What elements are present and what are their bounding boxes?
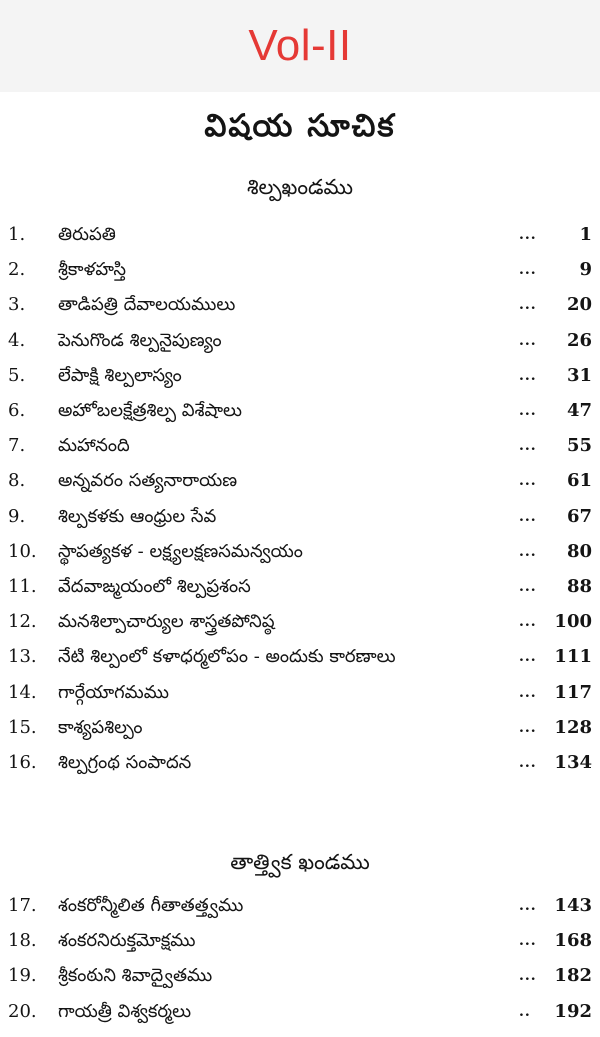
entry-leader-dots: ... [519,719,537,736]
entry-number: 10. [8,540,37,562]
entry-number: 12. [8,611,37,633]
entry-number: 3. [8,294,26,316]
entry-leader-dots: ... [519,543,537,560]
entry-title: గాయత్రీ విశ్వకర్మలు [58,1000,192,1022]
entry-number: 16. [8,752,37,773]
entry-number: 1. [8,224,26,245]
entry-number: 14. [8,681,37,703]
entry-number: 9. [8,505,26,527]
toc-row [0,324,600,358]
toc-row [0,746,600,780]
toc-row [0,253,600,287]
entry-number: 6. [8,400,26,421]
toc-row [0,889,600,923]
entry-leader-dots: ... [519,508,537,525]
toc-row [0,959,600,993]
entry-title: శంకరనిరుక్తమోక్షము [58,930,196,952]
entry-page-number: 47 [566,400,592,421]
entry-number: 20. [8,1000,37,1022]
entry-leader-dots: ... [519,898,537,914]
entry-number: 15. [8,716,37,738]
entry-title: శిల్పకళకు ఆంధ్రుల సేవ [58,505,217,527]
entry-title: స్థాపత్యకళ - లక్ష్యలక్షణసమన్వయం [58,540,303,562]
toc-row [0,995,600,1029]
entry-leader-dots: ... [519,614,537,631]
entry-page-number: 31 [566,364,592,386]
toc-row [0,535,600,569]
entry-leader-dots: ... [519,367,537,384]
entry-page-number: 1 [579,224,592,245]
toc-row [0,288,600,322]
toc-row [0,676,600,710]
entry-page-number: 128 [554,716,592,738]
entry-page-number: 143 [554,895,592,916]
entry-number: 19. [8,965,37,987]
entry-page-number: 168 [554,930,592,952]
entry-page-number: 117 [554,681,592,703]
entry-number: 5. [8,364,26,386]
entry-title: మహానంది [58,435,130,457]
entry-page-number: 9 [579,259,592,281]
entry-page-number: 26 [566,329,592,351]
entry-leader-dots: ... [519,649,537,666]
entry-leader-dots: ... [519,933,537,950]
section-title-tattvika: తాత్త్విక ఖండము [230,850,370,874]
toc-row [0,605,600,639]
toc-row [0,711,600,745]
toc-row [0,218,600,252]
entry-title: శిల్పగ్రంథ సంపాదన [58,752,192,773]
entry-leader-dots: ... [519,968,537,985]
toc-row [0,640,600,674]
entry-page-number: 88 [566,576,592,597]
entry-page-number: 111 [554,646,592,668]
entry-title: శ్రీకంఠుని శివాద్వైతము [58,965,213,987]
toc-row [0,464,600,498]
entry-leader-dots: ... [519,297,537,314]
entry-number: 7. [8,435,26,457]
toc-row [0,394,600,428]
entry-leader-dots: ... [519,755,537,771]
entry-number: 11. [8,576,37,597]
entry-leader-dots: ... [519,403,537,419]
entry-title: అన్నవరం సత్యనారాయణ [58,470,238,492]
entry-leader-dots: ... [519,473,537,490]
entry-leader-dots: ... [519,332,537,349]
entry-title: శంకరోన్మీలిత గీతాతత్త్వము [58,895,244,916]
volume-banner [0,0,600,92]
entry-page-number: 55 [566,435,592,457]
entry-number: 13. [8,646,37,668]
toc-row [0,429,600,463]
page-title: విషయ సూచిక [204,108,396,144]
entry-page-number: 20 [566,294,592,316]
entry-title: తాడిపత్రి దేవాలయములు [58,294,236,316]
entry-leader-dots: ... [519,227,537,243]
toc-row [0,924,600,958]
entry-number: 2. [8,259,26,281]
entry-title: వేదవాఙ్మయంలో శిల్పప్రశంస [58,576,251,597]
toc-row [0,359,600,393]
entry-leader-dots: .. [519,1003,531,1020]
entry-title: అహోబలక్షేత్రశిల్ప విశేషాలు [58,400,243,421]
section-title-shilpa: శిల్పఖండము [246,175,354,199]
entry-title: పెనుగొండ శిల్పనైపుణ్యం [58,329,222,351]
entry-page-number: 192 [554,1000,592,1022]
entry-number: 8. [8,470,26,492]
entry-leader-dots: ... [519,438,537,455]
entry-title: మనశిల్పాచార్యుల శాస్త్రతపోనిష్ఠ [58,611,275,633]
entry-title: లేపాక్షి శిల్పలాస్యం [58,364,182,386]
entry-title: శ్రీకాళహస్తి [58,259,126,281]
entry-title: తిరుపతి [58,224,116,245]
entry-leader-dots: ... [519,684,537,701]
entry-page-number: 80 [566,540,592,562]
entry-title: కాశ్యపశిల్పం [58,716,143,738]
entry-title: నేటి శిల్పంలో కళాధర్మలోపం - అందుకు కారణాలు [58,646,396,668]
entry-title: గార్గేయాగమము [58,681,169,703]
entry-leader-dots: ... [519,262,537,279]
entry-page-number: 100 [554,611,592,633]
entry-page-number: 134 [554,752,592,773]
entry-leader-dots: ... [519,579,537,595]
toc-row [0,570,600,604]
entry-number: 18. [8,930,37,952]
entry-page-number: 67 [566,505,592,527]
entry-page-number: 61 [566,470,592,492]
entry-number: 17. [8,895,37,916]
toc-row [0,500,600,534]
entry-page-number: 182 [554,965,592,987]
volume-label: Vol-II [248,21,352,70]
entry-number: 4. [8,329,26,351]
